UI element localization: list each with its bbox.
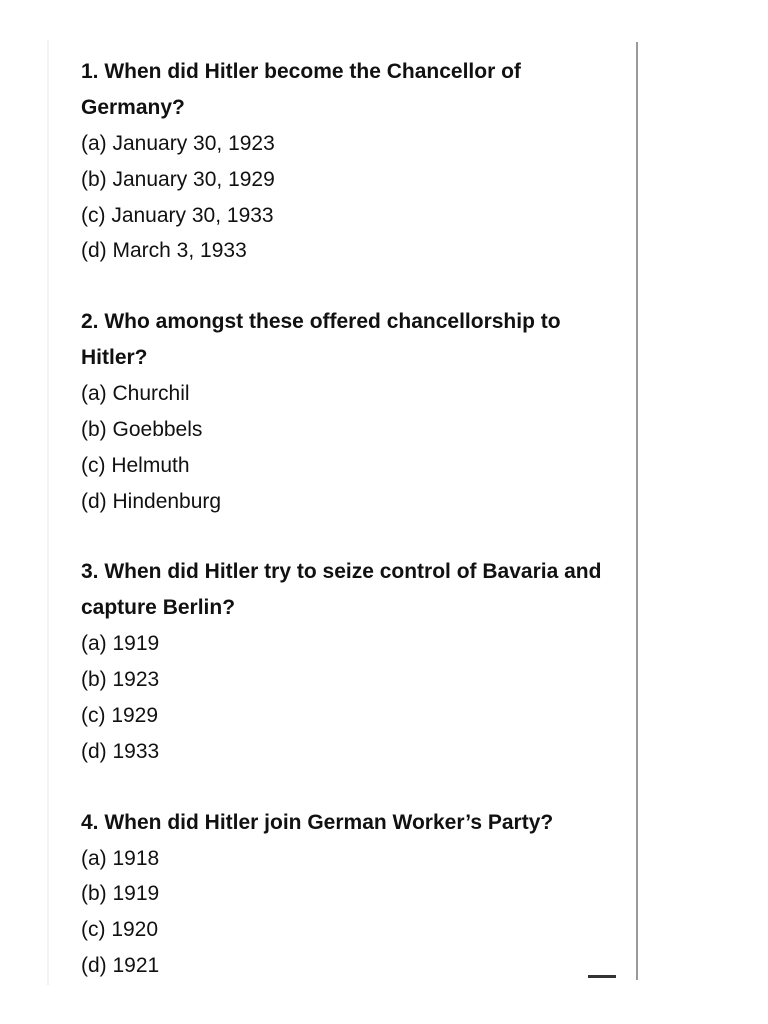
question-1	[81, 54, 626, 269]
question-4	[81, 805, 626, 984]
page-left-edge	[47, 40, 49, 985]
option-c: (c) 1929	[81, 703, 159, 727]
option-d: (d) 1921	[81, 953, 160, 977]
option-d: (d) 1933	[81, 739, 160, 763]
option-b: (b) January 30, 1929	[81, 167, 275, 191]
option-d: (d) Hindenburg	[81, 489, 222, 513]
question-2	[81, 304, 626, 519]
vertical-divider	[636, 42, 638, 980]
option-a: (a) 1919	[81, 632, 160, 656]
question-text: 4. When did Hitler join German Worker’s Party?	[81, 810, 554, 834]
question-text: 3. When did Hitler try to seize control of Bavaria and capture Berlin?	[81, 560, 602, 620]
option-a: (a) Churchil	[81, 382, 190, 406]
question-3	[81, 554, 626, 769]
option-b: (b) Goebbels	[81, 417, 203, 441]
option-c: (c) Helmuth	[81, 453, 190, 477]
option-a: (a) January 30, 1923	[81, 132, 275, 155]
option-b: (b) 1919	[81, 882, 160, 906]
quiz-sheet	[81, 54, 626, 984]
question-text: 2. Who amongst these offered chancellorship to Hitler?	[81, 310, 561, 370]
option-a: (a) 1918	[81, 846, 160, 870]
question-text: 1. When did Hitler become the Chancellor of Germany?	[81, 60, 521, 119]
option-c: (c) 1920	[81, 918, 159, 942]
option-d: (d) March 3, 1933	[81, 239, 247, 263]
option-b: (b) 1923	[81, 668, 160, 692]
option-c: (c) January 30, 1933	[81, 203, 274, 227]
